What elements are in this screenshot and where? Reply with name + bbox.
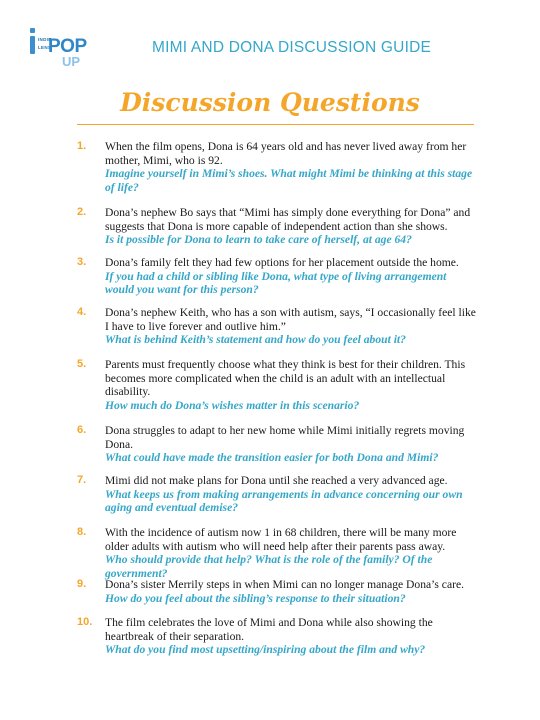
question-text: With the incidence of autism now 1 in 68 children, there will be many more older adults with autism who will need help after their parents pass away. bbox=[105, 526, 457, 553]
question-number: 1. bbox=[77, 140, 87, 152]
question-text: Mimi did not make plans for Dona until she reached a very advanced age. bbox=[105, 474, 448, 487]
logo-up-text: UP bbox=[62, 54, 81, 69]
question-text: Dona’s nephew Keith, who has a son with autism, says, “I occasionally feel like I have to live forever and outlive him.” bbox=[105, 306, 476, 333]
question-follow-up: If you had a child or sibling like Dona, what type of living arrangement would you want for this person? bbox=[105, 269, 447, 296]
question-number: 10. bbox=[77, 616, 93, 628]
question-text: The film celebrates the love of Mimi and Dona while also showing the heartbreak of their separation. bbox=[105, 616, 433, 643]
question-text: Parents must frequently choose what they think is best for their children. This becomes more complicated when the child is an adult with an intellectual disability. bbox=[105, 358, 466, 398]
question-number: 2. bbox=[77, 206, 87, 218]
question-number: 6. bbox=[77, 424, 87, 436]
logo-indie-text: INDIE bbox=[38, 37, 52, 42]
question-follow-up: What could have made the transition easier for both Dona and Mimi? bbox=[105, 451, 439, 464]
logo-pop-text: POP bbox=[48, 36, 87, 57]
section-title: Discussion Questions bbox=[120, 88, 420, 117]
question-text: Dona struggles to adapt to her new home while Mimi initially regrets moving Dona. bbox=[105, 424, 465, 451]
question-number: 4. bbox=[77, 306, 87, 318]
question-number: 9. bbox=[77, 578, 87, 590]
question-follow-up: How much do Dona’s wishes matter in this scenario? bbox=[105, 398, 360, 412]
guide-title: MIMI AND DONA DISCUSSION GUIDE bbox=[152, 39, 432, 56]
question-text: Dona’s nephew Bo says that “Mimi has simply done everything for Dona” and suggests that Dona is more capable of independent action than she shows. bbox=[105, 206, 471, 233]
question-text: Dona’s sister Merrily steps in when Mimi can no longer manage Dona’s care. bbox=[105, 578, 464, 591]
question-number: 3. bbox=[77, 256, 87, 268]
question-follow-up: What keeps us from making arrangements in advance concerning our own aging and eventual demise? bbox=[105, 487, 463, 514]
question-follow-up: Who should provide that help? What is the role of the family? Of the government? bbox=[105, 553, 433, 580]
question-follow-up: What do you find most upsetting/inspiring about the film and why? bbox=[105, 643, 426, 656]
question-follow-up: Is it possible for Dona to learn to take care of herself, at age 64? bbox=[105, 233, 412, 246]
question-number: 8. bbox=[77, 526, 87, 538]
question-number: 5. bbox=[77, 358, 87, 370]
question-text: When the film opens, Dona is 64 years old and has never lived away from her mother, Mimi, who is 92. bbox=[105, 140, 467, 167]
logo-lens-text: LENS bbox=[38, 45, 52, 50]
question-number: 7. bbox=[77, 474, 87, 486]
question-follow-up: What is behind Keith’s statement and how do you feel about it? bbox=[105, 333, 406, 346]
question-follow-up: How do you feel about the sibling’s response to their situation? bbox=[105, 591, 406, 605]
question-text: Dona’s family felt they had few options for her placement outside the home. bbox=[105, 256, 459, 269]
question-follow-up: Imagine yourself in Mimi’s shoes. What might Mimi be thinking at this stage of life? bbox=[105, 167, 473, 194]
